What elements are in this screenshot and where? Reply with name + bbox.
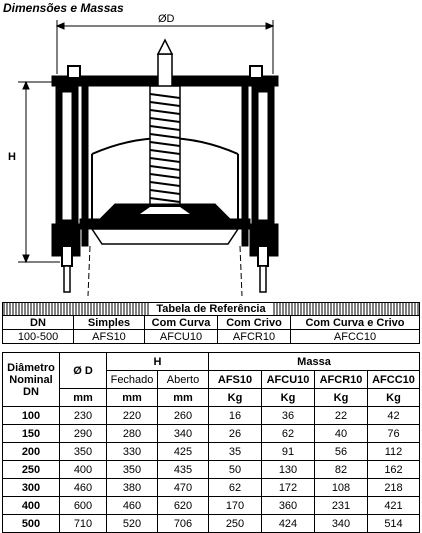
value-cell: 22 [315, 407, 368, 425]
value-cell: 340 [158, 425, 209, 443]
header-code: AFCU10 [262, 371, 315, 389]
unit-mm: mm [60, 389, 107, 407]
value-cell: 36 [262, 407, 315, 425]
table-row [3, 407, 420, 425]
table-row [3, 461, 420, 479]
value-cell: 350 [60, 443, 107, 461]
dn-cell: 400 [3, 497, 60, 515]
value-cell: 425 [158, 443, 209, 461]
table-row [3, 497, 420, 515]
table-row [3, 425, 420, 443]
value-cell: 710 [60, 515, 107, 533]
h-label: H [8, 151, 16, 163]
header-massa: Massa [209, 353, 420, 371]
value-cell: 330 [107, 443, 158, 461]
dimensions-rows [3, 407, 420, 533]
ref-cell: AFCC10 [291, 330, 420, 344]
dn-cell: 500 [3, 515, 60, 533]
header-aberto: Aberto [158, 371, 209, 389]
value-cell: 290 [60, 425, 107, 443]
dn-cell: 100 [3, 407, 60, 425]
value-cell: 600 [60, 497, 107, 515]
unit-mm: mm [158, 389, 209, 407]
value-cell: 35 [209, 443, 262, 461]
ref-header-dn: DN [3, 316, 74, 330]
value-cell: 340 [315, 515, 368, 533]
header-code: AFCR10 [315, 371, 368, 389]
value-cell: 40 [315, 425, 368, 443]
ref-header-simples: Simples [74, 316, 145, 330]
value-cell: 16 [209, 407, 262, 425]
unit-mm: mm [107, 389, 158, 407]
value-cell: 470 [158, 479, 209, 497]
value-cell: 706 [158, 515, 209, 533]
value-cell: 218 [368, 479, 420, 497]
reference-caption: Tabela de Referência [3, 303, 420, 316]
ref-cell: AFCU10 [145, 330, 218, 344]
reference-table [2, 302, 420, 344]
value-cell: 26 [209, 425, 262, 443]
value-cell: 520 [107, 515, 158, 533]
value-cell: 424 [262, 515, 315, 533]
unit-kg: Kg [315, 389, 368, 407]
value-cell: 170 [209, 497, 262, 515]
ref-cell: AFS10 [74, 330, 145, 344]
header-od: Ø D [60, 353, 107, 389]
od-label: ØD [158, 14, 175, 25]
value-cell: 350 [107, 461, 158, 479]
unit-kg: Kg [209, 389, 262, 407]
value-cell: 360 [262, 497, 315, 515]
value-cell: 280 [107, 425, 158, 443]
header-diametro-nominal: Diâmetro Nominal DN [3, 353, 60, 407]
dimensions-table [2, 352, 420, 533]
header-code: AFS10 [209, 371, 262, 389]
value-cell: 231 [315, 497, 368, 515]
dn-cell: 150 [3, 425, 60, 443]
value-cell: 62 [262, 425, 315, 443]
header-h: H [107, 353, 209, 371]
ref-cell: AFCR10 [218, 330, 291, 344]
value-cell: 172 [262, 479, 315, 497]
value-cell: 460 [60, 479, 107, 497]
ref-cell: 100-500 [3, 330, 74, 344]
header-code: AFCC10 [368, 371, 420, 389]
value-cell: 250 [209, 515, 262, 533]
table-row [3, 515, 420, 533]
value-cell: 62 [209, 479, 262, 497]
value-cell: 112 [368, 443, 420, 461]
value-cell: 56 [315, 443, 368, 461]
header-fechado: Fechado [107, 371, 158, 389]
value-cell: 260 [158, 407, 209, 425]
value-cell: 400 [60, 461, 107, 479]
value-cell: 91 [262, 443, 315, 461]
ref-header-com-curva-e-crivo: Com Curva e Crivo [291, 316, 420, 330]
valve-technical-drawing [0, 14, 422, 299]
dn-cell: 300 [3, 479, 60, 497]
value-cell: 514 [368, 515, 420, 533]
page-title: Dimensões e Massas [3, 1, 124, 15]
value-cell: 130 [262, 461, 315, 479]
unit-kg: Kg [262, 389, 315, 407]
value-cell: 42 [368, 407, 420, 425]
value-cell: 230 [60, 407, 107, 425]
ref-header-com-curva: Com Curva [145, 316, 218, 330]
unit-kg: Kg [368, 389, 420, 407]
value-cell: 162 [368, 461, 420, 479]
value-cell: 220 [107, 407, 158, 425]
value-cell: 460 [107, 497, 158, 515]
dn-cell: 250 [3, 461, 60, 479]
value-cell: 421 [368, 497, 420, 515]
value-cell: 435 [158, 461, 209, 479]
value-cell: 76 [368, 425, 420, 443]
value-cell: 380 [107, 479, 158, 497]
value-cell: 50 [209, 461, 262, 479]
value-cell: 82 [315, 461, 368, 479]
table-row [3, 443, 420, 461]
ref-header-com-crivo: Com Crivo [218, 316, 291, 330]
table-row [3, 479, 420, 497]
value-cell: 108 [315, 479, 368, 497]
value-cell: 620 [158, 497, 209, 515]
dn-cell: 200 [3, 443, 60, 461]
